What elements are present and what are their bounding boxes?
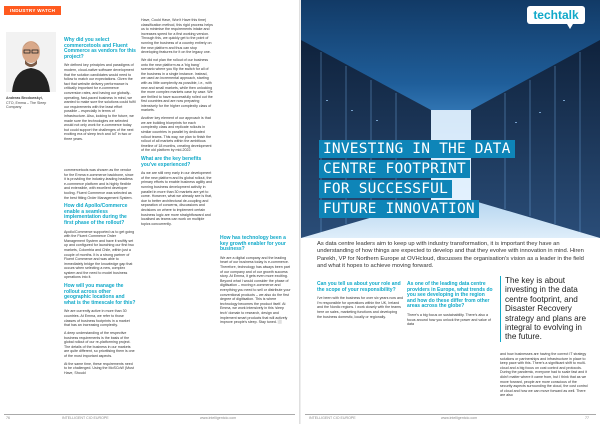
question-heading: How did Apollo/Commerce enable a seamless implementation during the first phase of the rollout? <box>64 203 128 226</box>
body-paragraph: We are currently active in more than 30 countries. At Emma, we refer to those classes of business footprints in a market that has an increasing complexity. <box>64 309 130 328</box>
question-heading: What are the key benefits you've experienced? <box>141 156 202 168</box>
caption-title: CTO, Emma – The Sleep Company <box>6 100 47 109</box>
intro-standfirst: As data centre leaders aim to keep up with industry transformation, it is important they have an understanding of how things are expected to develop and that they evolve with innovation in mind. Hiren Parekh, VP for Northern Europe at OVHcloud, discusses the organisation's vision as a leader in the field and what it hopes to achieve moving forward. <box>317 241 584 270</box>
question-heading: How has technology been a key growth enabler for your business? <box>220 235 286 253</box>
footer-page-number: 77 <box>585 416 589 420</box>
headline-line: INVESTING IN THE DATA <box>319 140 515 158</box>
headline-line: FUTURE INNOVATION <box>319 200 479 218</box>
body-paragraph: Apollo/Commerce supported us to get going with the Fluent Commerce Order Management System and have it swiftly set up and configured for launching our first two markets, Colombia and Chile, within just a couple of months. It is a strong partner of Fluent Commerce and was able to immediately bridge the knowledge gap that occurs when selecting a new, complex system and the need to model business operations into it. <box>64 229 135 280</box>
body-paragraph: Have, Could Have, Won't Have this time) classification method, this rigid process helps us to minimise the requirements intake and increases speed for a first working version. Through this, we quickly get to the point of running the business of a country entirely on the new platform and thus can stop developing features for it on the legacy one. <box>141 18 213 55</box>
author-caption <box>6 96 58 110</box>
body-paragraph: At the same time, these requirements need to be challenged. Using the MoSCoW (Must Have, Should <box>64 361 134 375</box>
left-column-1 <box>64 34 136 145</box>
footer-url: www.intelligentcio.com <box>200 416 237 420</box>
body-paragraph: and how businesses are having the correct IT strategy solutions or partnerships and infrastructure in place to keep pace with this. There's a significant shift to multi-cloud and a big focus on cost control and protocols. During the pandemic, everyone had to scale fast and it didn't matter where it came from, but I think that as we move forward, people are more conscious of the security aspects surrounding the cloud, the cost control of cloud and how we can move forward as well. There are also <box>500 352 588 398</box>
footer-page-number: 76 <box>6 416 10 420</box>
right-column-2 <box>407 278 493 330</box>
body-paragraph: We did not plan the rollout of our business onto the new platform as a 'big bang' scenario where you flip the switch for all of the business in a single instance. Instead, we used an incremental approach, starting with as little complexity as possible, i.e., with new and small markets, while then unlocking the more complex markets case by case. We are thrilled to have successfully rolled out the first countries and are now preparing intensively for the higher complexity class of markets. <box>141 57 213 113</box>
section-tag: INDUSTRY WATCH <box>4 6 61 15</box>
right-page <box>301 0 600 424</box>
footer-brand: INTELLIGENT CIO EUROPE <box>62 416 109 420</box>
body-paragraph: We defined key principles and paradigms of modern, cloud-native software development that the solution candidates would need to follow to match our expectations. Given the fact that website delivery performance is critically important for e-commerce conversion rates, and having our globally-operating, fast-paced business in mind, we wanted to make sure the solutions could fulfil our requirements with the least effort possible – especially in terms of infrastructure. Also, looking to the future, we made sure the technologies we selected would not only work for e-commerce today but could support the challenges of the next exciting era of sleep tech and IoT in two or three years. <box>64 63 136 141</box>
footer-rule <box>305 414 596 415</box>
question-heading: Can you tell us about your role and the scope of your responsibility? <box>317 281 401 293</box>
body-paragraph: commercetools was chosen as the vendor for the Emma e-commerce backbone, since it is providing the industry-leading headless e-commerce platform and is highly flexible and extensible, with excellent developer tooling. Fluent Commerce was selected as the best fitting Order Management System. <box>64 168 134 200</box>
headline-line: CENTRE FOOTPRINT <box>319 160 470 178</box>
pull-quote: The key is about investing in the data centre footprint, and Disaster Recovery strategy and plans are integral to evolving in the future. <box>500 276 592 342</box>
right-column-1 <box>317 278 403 322</box>
left-column-4 <box>220 232 292 328</box>
left-column-2 <box>64 168 136 379</box>
footer-url: www.intelligentcio.com <box>441 416 478 420</box>
caption-name: Andreas Brodowskyi, <box>6 96 43 100</box>
right-column-3 <box>500 352 590 401</box>
body-paragraph: As we are still very early in our development of the new platform and its global rollout, the primary efforts to enable business agility and running business development activity in parallel in more than 30 markets are yet to come. However, what we already see is that, due to better architectural de-coupling and separation of concerns, discussions and decisions on where to implement certain business logic are more straightforward and localised as teams can work on multiple topics concurrently. <box>141 171 213 226</box>
svg-text:techtalk: techtalk <box>533 8 579 22</box>
techtalk-logo <box>527 4 585 30</box>
question-heading: How will you manage the rollout across other geographic locations and what is the timescale for this? <box>64 283 136 306</box>
body-paragraph: A deep understanding of the respective business requirements is the basis of the global rollout of our re-platforming project. The details of the business in our markets are quite different, so prioritising them is one of the most important aspects. <box>64 331 135 358</box>
question-heading: Why did you select commercetools and Fluent Commerce as vendors for this project? <box>64 37 136 60</box>
question-heading: As one of the leading data centre providers in Europe, what trends do you see developing in the region and how do these differ from other areas across the globe? <box>407 281 493 310</box>
body-paragraph: Another key element of our approach is that we are building blueprints for each complexity class and replicate rollouts in similar countries in parallel by dedicated rollout teams. This way, we plan to finish the rollout of all markets within the ambitious timeline of 18 months, creating development of the old platform by mid-2022. <box>141 116 212 153</box>
author-photo <box>6 32 56 92</box>
headline <box>319 140 581 220</box>
left-page <box>0 0 299 424</box>
body-paragraph: We are a digital company and the leading heart of our business today is e-commerce. Therefore, technology has always been part of our company and of our growth success story. At Emma, it gets even more exciting. Beyond what I would consider the phase of digitisation – moving e-commerce and everything you need to sell or distribute your conventional products – we also do the first degree of digitisation. This is where technology becomes the product itself. At Emma, we work intensively in this 'sleep tech' domain to research, design and implement smart products that will actively improve people's sleep. Stay tuned. ⬜ <box>220 255 291 325</box>
footer-rule <box>4 414 295 415</box>
footer-brand: INTELLIGENT CIO EUROPE <box>309 416 356 420</box>
body-paragraph: I've been with the business for over six years now and I'm responsible for operations within the UK, Ireland and the Nordic regions. I work closely with the teams here on sales, marketing functions and developing the business domestic, locally or regionally. <box>317 296 403 319</box>
body-paragraph: There's a big focus on sustainability. There's also a focus around how you unlock the power and value of data <box>407 312 491 327</box>
left-column-3 <box>141 18 213 230</box>
headline-line: FOR SUCCESSFUL <box>319 180 452 198</box>
